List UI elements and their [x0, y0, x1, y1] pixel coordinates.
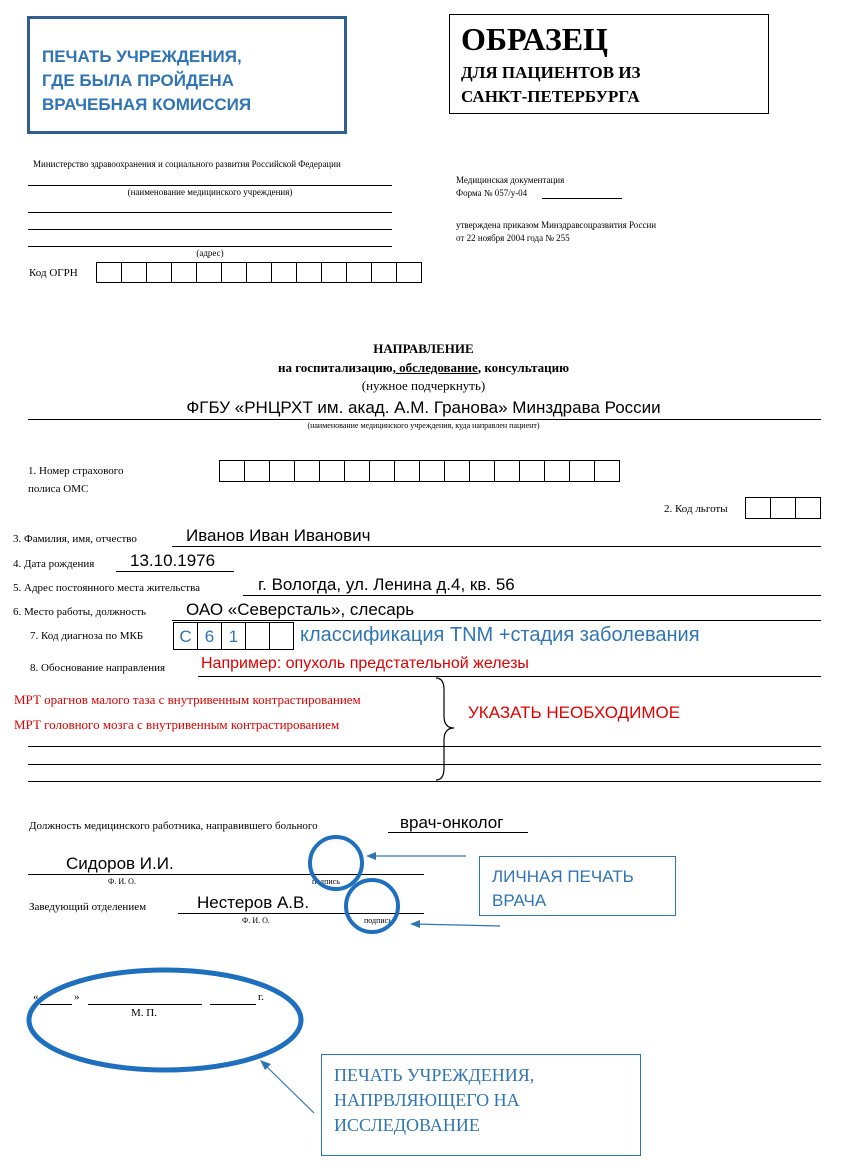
- address-label: 5. Адрес постоянного места жительства: [13, 582, 201, 594]
- specify-note: УКАЗАТЬ НЕОБХОДИМОЕ: [468, 703, 681, 722]
- subtitle-part-hospitalization: на госпитализацию: [277, 360, 393, 375]
- institution-caption: (наименование медицинского учреждения): [127, 187, 293, 197]
- arrow-head: [366, 852, 376, 860]
- address-caption: (адрес): [196, 248, 224, 258]
- med-docs-label: Медицинская документация: [456, 175, 565, 185]
- commission-stamp-line: ПЕЧАТЬ УЧРЕЖДЕНИЯ,: [42, 47, 242, 66]
- doctor-stamp-circle: [310, 837, 362, 889]
- dob-value: 13.10.1976: [130, 551, 216, 570]
- work-label: 6. Место работы, должность: [13, 606, 147, 618]
- position-label: Должность медицинского работника, направившего больного: [29, 820, 318, 832]
- policy-label: 1. Номер страхового: [28, 465, 124, 477]
- signature-caption: подпись: [312, 877, 340, 886]
- underline-note: (нужное подчеркнуть): [361, 378, 486, 393]
- benefit-label: 2. Код льготы: [664, 503, 728, 515]
- address-value: г. Вологда, ул. Ленина д.4, кв. 56: [258, 575, 515, 594]
- ogrn-label: Код ОГРН: [29, 267, 78, 279]
- doctor-stamp-callout-line: ВРАЧА: [492, 891, 547, 910]
- year-suffix: г.: [258, 991, 265, 1003]
- icd-cell[interactable]: С: [173, 622, 198, 650]
- head-name: Нестеров А.В.: [197, 893, 310, 912]
- reason-value: Например: опухоль предстательной железы: [201, 655, 529, 672]
- doctor-stamp-callout: [479, 856, 676, 916]
- form-number: Форма № 057/у-04: [456, 188, 528, 198]
- exam-item-1: МРТ орагнов малого таза с внутривенным контрастированием: [14, 692, 361, 707]
- arrow-line: [264, 1064, 314, 1113]
- destination-caption: (наименование медицинского учреждения, куда направлен пациент): [307, 421, 540, 430]
- approved-date: от 22 ноября 2004 года № 255: [456, 233, 570, 243]
- doctor-stamp-callout-line: ЛИЧНАЯ ПЕЧАТЬ: [492, 867, 634, 886]
- signature-caption: подпись: [364, 916, 392, 925]
- institution-stamp-callout: [321, 1054, 641, 1156]
- head-stamp-circle: [346, 880, 398, 932]
- icd-cell[interactable]: 6: [197, 622, 222, 650]
- name-value: Иванов Иван Иванович: [186, 526, 371, 545]
- dob-label: 4. Дата рождения: [13, 558, 95, 570]
- sample-line-1: ДЛЯ ПАЦИЕНТОВ ИЗ: [461, 63, 641, 82]
- document-title: НАПРАВЛЕНИЕ: [373, 341, 474, 356]
- doctor-name: Сидоров И.И.: [66, 854, 174, 873]
- mp-label: М. П.: [131, 1007, 157, 1019]
- fio-caption: Ф. И. О.: [108, 877, 136, 886]
- subtitle-part-examination: , обследование: [392, 360, 478, 375]
- arrow-head: [410, 920, 420, 928]
- fio-caption: Ф. И. О.: [242, 916, 270, 925]
- institution-stamp-callout-line: НАПРВЛЯЮЩЕГО НА: [334, 1090, 520, 1110]
- approved-by: утверждена приказом Минздравсоцразвития России: [456, 220, 657, 230]
- destination-institution: ФГБУ «РНЦРХТ им. акад. А.М. Гранова» Минздрава России: [186, 398, 661, 417]
- reason-label: 8. Обоснование направления: [30, 662, 166, 674]
- icd-cell[interactable]: 1: [221, 622, 246, 650]
- exam-item-2: МРТ головного мозга с внутривенным контрастированием: [14, 717, 340, 732]
- name-label: 3. Фамилия, имя, отчество: [13, 533, 137, 545]
- work-value: ОАО «Северсталь», слесарь: [186, 600, 415, 619]
- icd-classification-note: классификация TNM +стадия заболевания: [300, 624, 700, 646]
- position-value: врач-онколог: [400, 813, 504, 832]
- arrow-line: [414, 924, 500, 926]
- commission-stamp-line: ВРАЧЕБНАЯ КОМИССИЯ: [42, 95, 252, 114]
- institution-stamp-ellipse: [29, 970, 301, 1070]
- policy-label-2: полиса ОМС: [28, 483, 89, 495]
- subtitle-part-consultation: , консультацию: [477, 360, 570, 375]
- institution-stamp-callout-line: ИССЛЕДОВАНИЕ: [334, 1115, 480, 1135]
- sample-line-2: САНКТ-ПЕТЕРБУРГА: [461, 87, 640, 106]
- sample-title: ОБРАЗЕЦ: [461, 21, 608, 57]
- date-close-quote: »: [74, 991, 80, 1003]
- icd-label: 7. Код диагноза по МКБ: [30, 630, 144, 642]
- ministry-name: Министерство здравоохранения и социального развития Российской Федерации: [33, 159, 341, 169]
- date-open-quote: «: [33, 991, 39, 1003]
- institution-stamp-callout-line: ПЕЧАТЬ УЧРЕЖДЕНИЯ,: [334, 1065, 535, 1085]
- commission-stamp-line: ГДЕ БЫЛА ПРОЙДЕНА: [42, 71, 234, 90]
- head-label: Заведующий отделением: [29, 901, 147, 913]
